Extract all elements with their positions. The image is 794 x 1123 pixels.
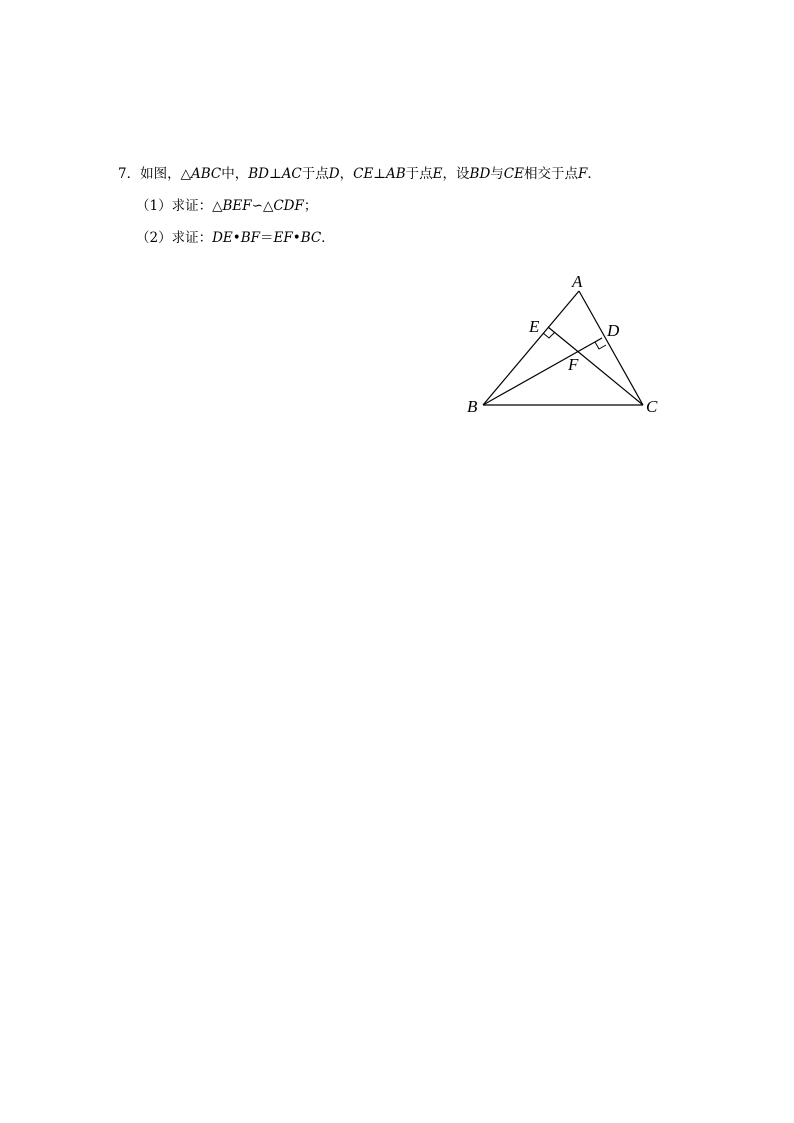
stem-text: ． [587, 166, 601, 182]
perp-symbol: ⊥ [268, 166, 282, 182]
stem-text: 中， [221, 166, 249, 182]
stem-text: 于点 [405, 166, 433, 182]
similar-symbol: ∽ [251, 198, 263, 214]
stem-text: 于点 [301, 166, 329, 182]
part-2 [118, 228, 601, 248]
label-a: A [572, 272, 583, 291]
stem-var: BD [248, 166, 269, 182]
stem-text: 相交于点 [523, 166, 578, 182]
part-1-label: （1）求证： [136, 198, 213, 214]
segment-bd [483, 338, 602, 405]
stem-text: 与 [490, 166, 504, 182]
expr-var: DE [212, 230, 233, 246]
triangle-bef: BEF [222, 198, 252, 214]
side-ab [483, 291, 579, 405]
stem-text: 如图， [140, 166, 181, 182]
stem-var: CE [353, 166, 374, 182]
label-d: D [607, 321, 620, 340]
stem-var: E [432, 166, 443, 182]
problem-7 [118, 164, 601, 260]
stem-var: AB [386, 166, 406, 182]
stem-var: F [577, 166, 588, 182]
segment-ce [548, 327, 643, 405]
perp-symbol: ⊥ [373, 166, 386, 182]
stem-var: BD [469, 166, 491, 182]
triangle-cdf: CDF [273, 198, 304, 214]
right-angle-e [543, 332, 555, 338]
triangle-symbol: △ [212, 198, 223, 214]
expr-var: EF [273, 230, 293, 246]
label-e: E [529, 317, 540, 336]
part-1-end: ； [303, 198, 318, 214]
stem-var: D [328, 166, 340, 182]
problem-number: 7． [118, 166, 141, 182]
stem-var: CE [503, 166, 524, 182]
triangle-diagram [455, 265, 675, 425]
part-2-label: （2）求证： [136, 230, 213, 246]
label-f: F [568, 355, 579, 374]
side-ac [579, 291, 643, 405]
stem-text: ， [339, 166, 354, 182]
part-1 [118, 196, 601, 216]
geometry-figure [455, 265, 675, 425]
stem-var: ABC [190, 166, 222, 182]
label-b: B [467, 397, 478, 416]
label-c: C [646, 397, 658, 416]
dot-symbol: • [292, 230, 301, 246]
triangle-symbol: △ [262, 198, 274, 214]
triangle-symbol: △ [180, 166, 191, 182]
expr-var: BF [240, 230, 261, 246]
stem-text: ，设 [442, 166, 470, 182]
right-angle-d [595, 342, 606, 349]
problem-stem [118, 164, 601, 184]
dot-symbol: • [232, 230, 241, 246]
equals-symbol: ＝ [260, 230, 274, 246]
expr-end: ． [321, 230, 335, 246]
stem-var: AC [281, 166, 302, 182]
expr-var: BC [300, 230, 322, 246]
